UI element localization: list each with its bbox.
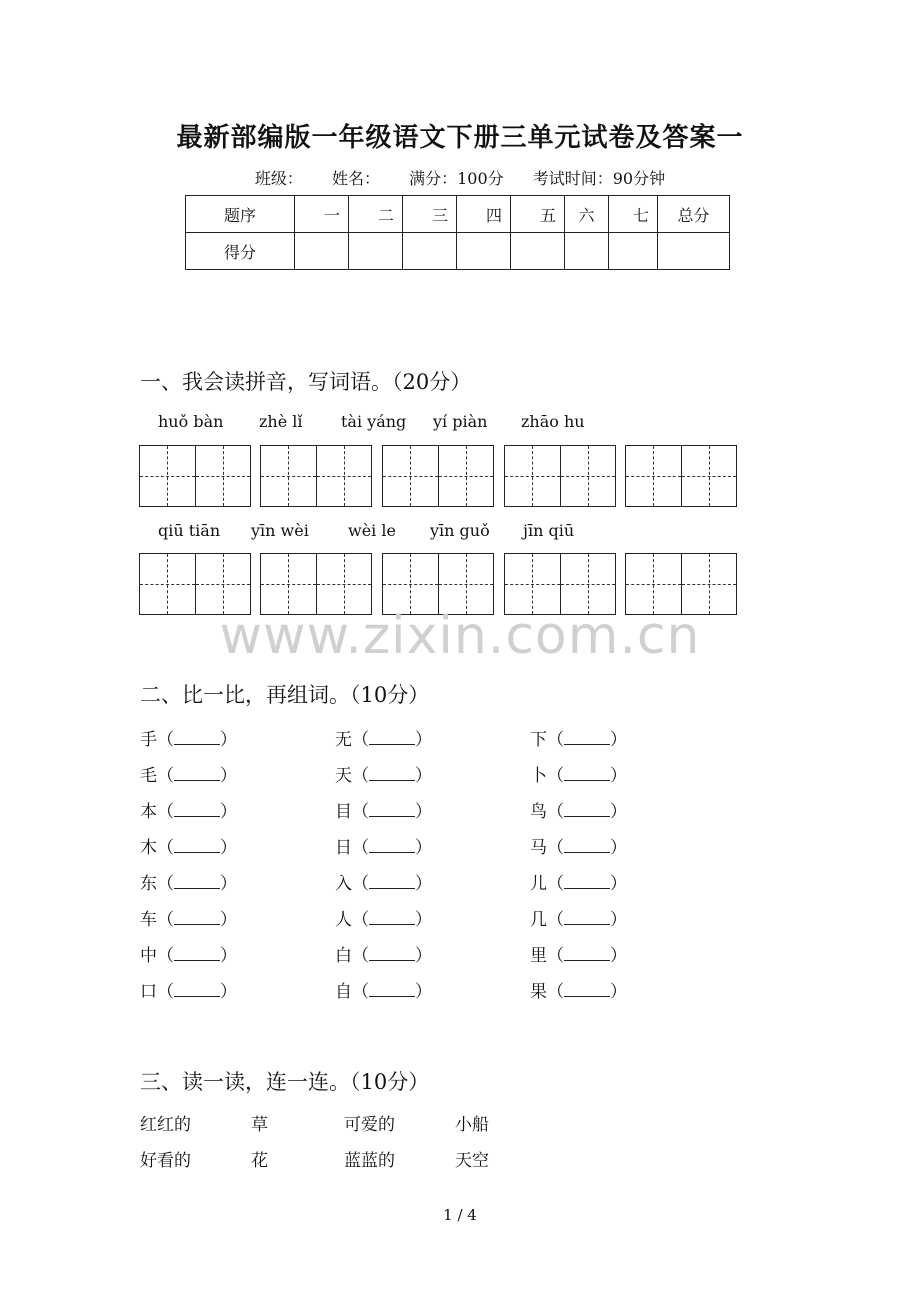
compare-character: 果 bbox=[530, 982, 547, 1002]
answer-blank[interactable] bbox=[174, 910, 220, 925]
pinyin-label: yīn wèi bbox=[251, 521, 309, 540]
score-table-header: 四 bbox=[457, 196, 511, 233]
compare-character: 入 bbox=[335, 874, 352, 894]
compare-character: 东 bbox=[140, 874, 157, 894]
answer-blank[interactable] bbox=[564, 946, 610, 961]
close-paren: ） bbox=[415, 802, 432, 822]
compare-character: 卜 bbox=[530, 766, 547, 786]
compare-word-item bbox=[530, 905, 627, 930]
open-paren: （ bbox=[157, 910, 174, 930]
open-paren: （ bbox=[352, 838, 369, 858]
compare-character: 无 bbox=[335, 730, 352, 750]
score-cell[interactable] bbox=[403, 233, 457, 270]
open-paren: （ bbox=[157, 802, 174, 822]
compare-word-item bbox=[530, 761, 627, 786]
connect-item: 草 bbox=[251, 1115, 268, 1135]
connect-item: 红红的 bbox=[140, 1115, 191, 1135]
answer-blank[interactable] bbox=[369, 802, 415, 817]
pinyin-label: huǒ bàn bbox=[158, 412, 224, 431]
writing-grid[interactable] bbox=[382, 445, 494, 507]
open-paren: （ bbox=[547, 766, 564, 786]
pinyin-label: yí piàn bbox=[433, 412, 488, 431]
close-paren: ） bbox=[415, 982, 432, 1002]
compare-character: 手 bbox=[140, 730, 157, 750]
close-paren: ） bbox=[220, 946, 237, 966]
open-paren: （ bbox=[157, 982, 174, 1002]
answer-blank[interactable] bbox=[174, 730, 220, 745]
answer-blank[interactable] bbox=[564, 730, 610, 745]
score-table-header: 总分 bbox=[658, 196, 730, 233]
answer-blank[interactable] bbox=[564, 910, 610, 925]
score-table-header: 一 bbox=[295, 196, 349, 233]
compare-word-item bbox=[140, 977, 237, 1002]
open-paren: （ bbox=[352, 766, 369, 786]
name-label: 姓名： bbox=[331, 169, 380, 188]
compare-character: 毛 bbox=[140, 766, 157, 786]
score-cell[interactable] bbox=[609, 233, 658, 270]
score-table-header-row bbox=[186, 196, 730, 233]
compare-character: 中 bbox=[140, 946, 157, 966]
score-cell[interactable] bbox=[295, 233, 349, 270]
open-paren: （ bbox=[157, 730, 174, 750]
open-paren: （ bbox=[352, 982, 369, 1002]
score-table-score-row bbox=[186, 233, 730, 270]
compare-character: 口 bbox=[140, 982, 157, 1002]
compare-word-item bbox=[530, 797, 627, 822]
score-cell[interactable] bbox=[658, 233, 730, 270]
compare-word-item bbox=[140, 833, 237, 858]
compare-character: 儿 bbox=[530, 874, 547, 894]
open-paren: （ bbox=[547, 982, 564, 1002]
answer-blank[interactable] bbox=[369, 982, 415, 997]
open-paren: （ bbox=[352, 802, 369, 822]
pinyin-label: yīn guǒ bbox=[430, 521, 490, 540]
open-paren: （ bbox=[157, 766, 174, 786]
exam-time: 考试时间：90分钟 bbox=[532, 169, 666, 188]
compare-word-item bbox=[530, 977, 627, 1002]
answer-blank[interactable] bbox=[369, 874, 415, 889]
close-paren: ） bbox=[610, 766, 627, 786]
compare-character: 马 bbox=[530, 838, 547, 858]
compare-word-item bbox=[140, 941, 237, 966]
close-paren: ） bbox=[220, 838, 237, 858]
open-paren: （ bbox=[157, 874, 174, 894]
answer-blank[interactable] bbox=[564, 766, 610, 781]
answer-blank[interactable] bbox=[174, 802, 220, 817]
writing-grid[interactable] bbox=[260, 445, 372, 507]
close-paren: ） bbox=[220, 730, 237, 750]
compare-word-item bbox=[335, 833, 432, 858]
score-table-header: 题序 bbox=[186, 196, 295, 233]
close-paren: ） bbox=[610, 730, 627, 750]
close-paren: ） bbox=[220, 874, 237, 894]
compare-word-item bbox=[335, 905, 432, 930]
watermark: www.zixin.com.cn bbox=[219, 606, 701, 666]
section1-heading: 一、我会读拼音，写词语。（20分） bbox=[140, 370, 472, 394]
compare-word-item bbox=[335, 761, 432, 786]
open-paren: （ bbox=[547, 730, 564, 750]
writing-grid[interactable] bbox=[139, 445, 251, 507]
compare-character: 日 bbox=[335, 838, 352, 858]
pinyin-label: zhè lǐ bbox=[259, 412, 303, 431]
close-paren: ） bbox=[220, 982, 237, 1002]
connect-item: 好看的 bbox=[140, 1151, 191, 1171]
open-paren: （ bbox=[157, 946, 174, 966]
open-paren: （ bbox=[547, 874, 564, 894]
exam-info bbox=[0, 166, 920, 189]
compare-word-item bbox=[335, 941, 432, 966]
pinyin-label: zhāo hu bbox=[521, 412, 585, 431]
compare-character: 下 bbox=[530, 730, 547, 750]
score-table-header: 六 bbox=[565, 196, 609, 233]
open-paren: （ bbox=[352, 874, 369, 894]
compare-word-item bbox=[140, 797, 237, 822]
compare-character: 鸟 bbox=[530, 802, 547, 822]
score-table-header: 三 bbox=[403, 196, 457, 233]
page-number: 1 / 4 bbox=[443, 1206, 477, 1224]
close-paren: ） bbox=[610, 802, 627, 822]
compare-word-item bbox=[530, 869, 627, 894]
answer-blank[interactable] bbox=[369, 946, 415, 961]
score-cell[interactable] bbox=[349, 233, 403, 270]
close-paren: ） bbox=[220, 766, 237, 786]
page-title: 最新部编版一年级语文下册三单元试卷及答案一 bbox=[176, 123, 744, 153]
compare-character: 自 bbox=[335, 982, 352, 1002]
open-paren: （ bbox=[547, 946, 564, 966]
answer-blank[interactable] bbox=[369, 910, 415, 925]
writing-grid[interactable] bbox=[504, 445, 616, 507]
close-paren: ） bbox=[415, 874, 432, 894]
section2-heading: 二、比一比，再组词。（10分） bbox=[140, 683, 430, 707]
compare-word-item bbox=[530, 725, 627, 750]
score-table bbox=[185, 195, 730, 270]
close-paren: ） bbox=[415, 910, 432, 930]
compare-word-item bbox=[530, 941, 627, 966]
open-paren: （ bbox=[157, 838, 174, 858]
open-paren: （ bbox=[547, 910, 564, 930]
score-cell[interactable] bbox=[565, 233, 609, 270]
compare-character: 目 bbox=[335, 802, 352, 822]
compare-character: 本 bbox=[140, 802, 157, 822]
compare-character: 白 bbox=[335, 946, 352, 966]
compare-character: 天 bbox=[335, 766, 352, 786]
compare-word-item bbox=[140, 869, 237, 894]
compare-character: 几 bbox=[530, 910, 547, 930]
connect-item: 可爱的 bbox=[344, 1115, 395, 1135]
close-paren: ） bbox=[220, 910, 237, 930]
open-paren: （ bbox=[352, 910, 369, 930]
section3-heading: 三、读一读，连一连。（10分） bbox=[140, 1070, 430, 1094]
answer-blank[interactable] bbox=[174, 946, 220, 961]
score-row-label: 得分 bbox=[186, 233, 295, 270]
answer-blank[interactable] bbox=[564, 874, 610, 889]
pinyin-label: jīn qiū bbox=[523, 521, 575, 540]
compare-word-item bbox=[335, 869, 432, 894]
answer-blank[interactable] bbox=[564, 982, 610, 997]
answer-blank[interactable] bbox=[369, 766, 415, 781]
connect-item: 天空 bbox=[455, 1151, 489, 1171]
close-paren: ） bbox=[415, 838, 432, 858]
compare-word-item bbox=[335, 977, 432, 1002]
compare-word-item bbox=[335, 797, 432, 822]
answer-blank[interactable] bbox=[174, 982, 220, 997]
answer-blank[interactable] bbox=[369, 838, 415, 853]
score-cell[interactable] bbox=[511, 233, 565, 270]
close-paren: ） bbox=[415, 766, 432, 786]
close-paren: ） bbox=[610, 874, 627, 894]
full-score: 满分：100分 bbox=[409, 169, 504, 188]
compare-character: 人 bbox=[335, 910, 352, 930]
connect-item: 花 bbox=[251, 1151, 268, 1171]
score-table-header: 五 bbox=[511, 196, 565, 233]
answer-blank[interactable] bbox=[174, 766, 220, 781]
answer-blank[interactable] bbox=[369, 730, 415, 745]
open-paren: （ bbox=[547, 838, 564, 858]
answer-blank[interactable] bbox=[564, 802, 610, 817]
class-label: 班级： bbox=[254, 169, 303, 188]
close-paren: ） bbox=[415, 946, 432, 966]
compare-character: 木 bbox=[140, 838, 157, 858]
score-cell[interactable] bbox=[457, 233, 511, 270]
close-paren: ） bbox=[610, 982, 627, 1002]
close-paren: ） bbox=[415, 730, 432, 750]
answer-blank[interactable] bbox=[564, 838, 610, 853]
compare-character: 里 bbox=[530, 946, 547, 966]
pinyin-label: tài yáng bbox=[341, 412, 407, 431]
close-paren: ） bbox=[610, 946, 627, 966]
compare-word-item bbox=[140, 905, 237, 930]
compare-word-item bbox=[335, 725, 432, 750]
close-paren: ） bbox=[610, 910, 627, 930]
compare-word-item bbox=[140, 761, 237, 786]
score-table-header: 二 bbox=[349, 196, 403, 233]
answer-blank[interactable] bbox=[174, 838, 220, 853]
pinyin-label: wèi le bbox=[348, 521, 396, 540]
compare-character: 车 bbox=[140, 910, 157, 930]
open-paren: （ bbox=[352, 730, 369, 750]
connect-item: 蓝蓝的 bbox=[344, 1151, 395, 1171]
pinyin-label: qiū tiān bbox=[158, 521, 221, 540]
answer-blank[interactable] bbox=[174, 874, 220, 889]
close-paren: ） bbox=[220, 802, 237, 822]
compare-word-item bbox=[530, 833, 627, 858]
close-paren: ） bbox=[610, 838, 627, 858]
connect-item: 小船 bbox=[455, 1115, 489, 1135]
score-table-header: 七 bbox=[609, 196, 658, 233]
compare-word-item bbox=[140, 725, 237, 750]
open-paren: （ bbox=[547, 802, 564, 822]
open-paren: （ bbox=[352, 946, 369, 966]
writing-grid[interactable] bbox=[625, 445, 737, 507]
